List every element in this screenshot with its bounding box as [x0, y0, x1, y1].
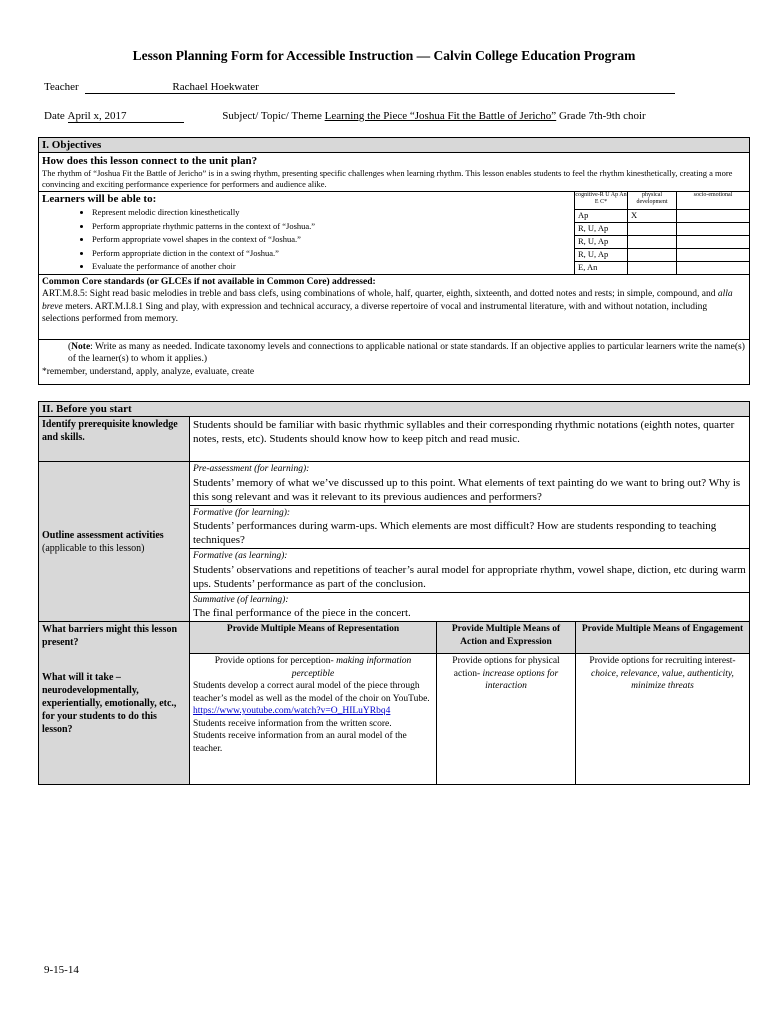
- col-physical: physical development: [628, 192, 677, 210]
- barriers-cell: [39, 622, 190, 785]
- barriers-label: What barriers might this lesson present?: [42, 624, 177, 648]
- assess-label: Outline assessment activities: [42, 529, 164, 541]
- phys-cell[interactable]: X: [628, 209, 677, 222]
- subject-label: Subject/ Topic/ Theme: [222, 110, 322, 122]
- col-socio: socio-emotional: [677, 192, 750, 210]
- assess-type: Pre-assessment (for learning):: [193, 464, 310, 474]
- phys-cell[interactable]: [628, 235, 677, 248]
- teacher-row: [44, 81, 675, 94]
- cog-cell[interactable]: Ap: [575, 209, 628, 222]
- assess-text[interactable]: Students’ observations and repetitions of teacher’s aural model for appropriate rhythm, vowel shape, diction, etc during warm ups. Students’ performance as part of the conclusion.: [193, 563, 746, 590]
- act-header: Provide Multiple Means of Action and Expression: [437, 622, 576, 654]
- eng-header: Provide Multiple Means of Engagement: [576, 622, 750, 654]
- list-item[interactable]: • Evaluate the performance of another choir: [92, 260, 571, 274]
- phys-cell[interactable]: [628, 261, 677, 274]
- objectives-list: [42, 206, 571, 274]
- cog-cell[interactable]: E, An: [575, 261, 628, 274]
- rep-p3: Students receive information from an aural model of the teacher.: [193, 731, 407, 754]
- objectives-header: I. Objectives: [39, 138, 750, 153]
- form-title: Lesson Planning Form for Accessible Instruction — Calvin College Education Program: [132, 48, 636, 63]
- assess-text[interactable]: The final performance of the piece in the concert.: [193, 607, 411, 619]
- list-item[interactable]: • Represent melodic direction kinesthetically: [92, 206, 571, 220]
- act-cell[interactable]: Provide options for physical action- increase options for interaction: [437, 654, 576, 785]
- date-field[interactable]: April x, 2017: [68, 110, 184, 123]
- rep-p1: Students develop a correct aural model of the piece through teacher’s model as well as the model of the choir on YouTube.: [193, 681, 430, 704]
- before-header: II. Before you start: [39, 402, 750, 417]
- assess-type: Summative (of learning):: [193, 594, 289, 605]
- cog-cell[interactable]: R, U, Ap: [575, 222, 628, 235]
- cog-cell[interactable]: R, U, Ap: [575, 248, 628, 261]
- footer-date: 9-15-14: [44, 964, 79, 976]
- phys-cell[interactable]: [628, 222, 677, 235]
- socio-cell[interactable]: [677, 222, 750, 235]
- socio-cell[interactable]: [677, 235, 750, 248]
- before-table: [38, 401, 750, 785]
- learners-label: Learners will be able to:: [42, 193, 157, 205]
- connect-question: How does this lesson connect to the unit plan?: [42, 155, 258, 167]
- prereq-text[interactable]: Students should be familiar with basic rhythmic syllables and their corresponding rhythmic notations (eighth notes, quarter notes, rests, etc). Students should know how to keep pitch and read music.: [190, 417, 750, 462]
- assess-sub: (applicable to this lesson): [42, 542, 145, 554]
- teacher-field[interactable]: Rachael Hoekwater: [85, 81, 675, 94]
- rep-p2: Students receive information from the written score.: [193, 718, 392, 729]
- eng-cell[interactable]: Provide options for recruiting interest- choice, relevance, value, authenticity, minimize threats: [576, 654, 750, 785]
- taxonomy-note: *remember, understand, apply, analyze, evaluate, create: [42, 366, 255, 377]
- assess-text[interactable]: Students’ performances during warm-ups. Which elements are most difficult? How are students responding to teaching techniques?: [193, 520, 717, 546]
- phys-cell[interactable]: [628, 248, 677, 261]
- connect-answer[interactable]: The rhythm of “Joshua Fit the Battle of Jericho” is in a swing rhythm, presenting specific challenges when learning rhythm. This lesson enables students to feel the rhythm kinesthetically, creating a more convincing and exciting performance experience for performers and audience alike.: [42, 168, 733, 189]
- standards-label: Common Core standards (or GLCEs if not available in Common Core) addressed:: [42, 276, 376, 287]
- note-text: (Note: Write as many as needed. Indicate taxonomy levels and connections to applicable national or state standards. If an objective applies to particular learners write the name(s) of the learner(s) to whom it applies.): [68, 341, 745, 364]
- subject-field[interactable]: Learning the Piece “Joshua Fit the Battle of Jericho”: [324, 110, 557, 122]
- standards-text[interactable]: ART.M.8.5: Sight read basic melodies in treble and bass clefs, using combinations of whole, half, quarter, eighth, sixteenth, and dotted notes and rests; in simple, compound, and alla breve meters. ART.M.I.8.1 Sing and play, with expression and technical accuracy, a diverse repertoire of vocal and instrumental literature, with and without notation, including selections performed from memory.: [42, 289, 733, 324]
- socio-cell[interactable]: [677, 209, 750, 222]
- assess-text[interactable]: Students’ memory of what we’ve discussed up to this point. What elements of text painting do we want to bring out? Why is this song relevant and was it relevant to its previous audiences and performers?: [193, 476, 741, 503]
- date-label: Date: [44, 110, 65, 122]
- prereq-label: Identify prerequisite knowledge and skills.: [39, 417, 190, 462]
- teacher-label: Teacher: [44, 81, 79, 93]
- socio-cell[interactable]: [677, 261, 750, 274]
- col-cognitive: cognitive-R U Ap An E C*: [575, 192, 628, 210]
- assess-type: Formative (for learning):: [193, 507, 291, 518]
- list-item[interactable]: • Perform appropriate rhythmic patterns in the context of “Joshua.”: [92, 220, 571, 234]
- assess-label-cell: [39, 462, 190, 622]
- objectives-table: [38, 137, 750, 385]
- rep-header: Provide Multiple Means of Representation: [190, 622, 437, 654]
- grade-field[interactable]: 7th-9th choir: [588, 110, 646, 122]
- date-row: [44, 110, 646, 123]
- what-label: What will it take – neurodevelopmentally, experientially, emotionally, etc., for your students to do this lesson?: [42, 672, 177, 735]
- cog-cell[interactable]: R, U, Ap: [575, 235, 628, 248]
- grade-label: Grade: [558, 110, 586, 122]
- rep-cell[interactable]: Provide options for perception- making information perceptible Students develop a correct aural model of the piece through teacher’s model as well as the model of the choir on YouTube. https://www.youtube.com/watch?v=O_HILuYRbq4 Students receive information from the written score. Students receive information from an aural model of the teacher.: [190, 654, 437, 785]
- youtube-link[interactable]: https://www.youtube.com/watch?v=O_HILuYRbq4: [193, 706, 391, 716]
- assess-type: Formative (as learning):: [193, 551, 288, 561]
- list-item[interactable]: • Perform appropriate diction in the context of “Joshua.”: [92, 247, 571, 261]
- list-item[interactable]: • Perform appropriate vowel shapes in the context of “Joshua.”: [92, 233, 571, 247]
- socio-cell[interactable]: [677, 248, 750, 261]
